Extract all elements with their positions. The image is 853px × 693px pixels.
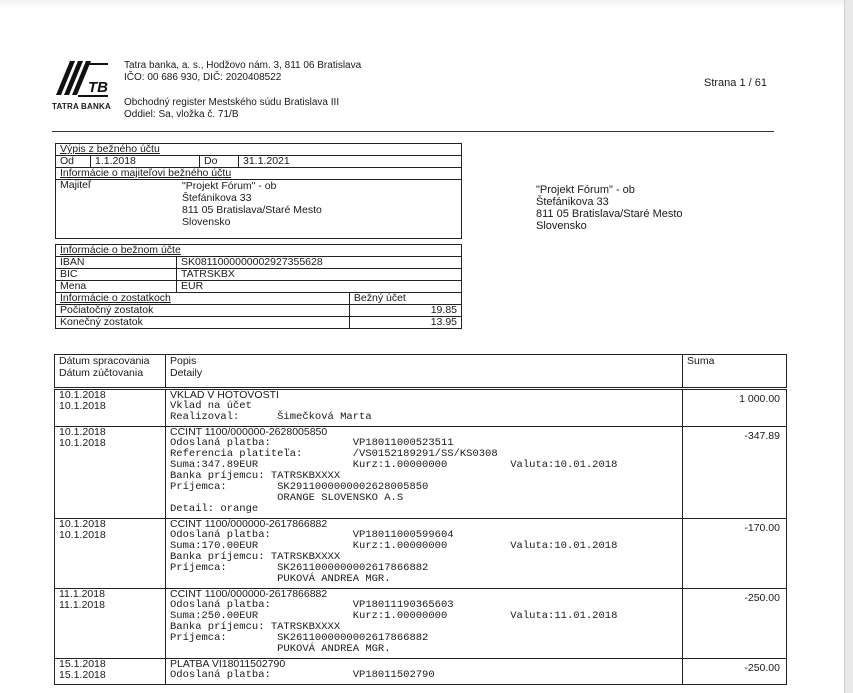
transaction-detail-line: Odoslaná platba: VP18011190365603 — [170, 599, 454, 611]
transaction-title: VKLAD V HOTOVOSTI — [170, 389, 279, 401]
to-value: 31.1.2021 — [239, 156, 462, 168]
transaction-row — [55, 589, 787, 659]
address-line: Slovensko — [536, 220, 587, 232]
transaction-detail-line: PUKOVÁ ANDREA MGR. — [170, 643, 391, 655]
bank-address: Tatra banka, a. s., Hodžovo nám. 3, 811 06 Bratislava — [124, 60, 362, 71]
owner-line: Slovensko — [182, 216, 231, 228]
page-edge — [844, 0, 853, 693]
settlement-date: 10.1.2018 — [59, 437, 106, 449]
col-details: Detaily — [170, 367, 203, 379]
transactions-body — [54, 389, 787, 693]
transaction-detail-line: Príjemca: SK2911000000002628005850 — [170, 481, 429, 493]
owner-label: Majiteľ — [60, 179, 92, 191]
opening-balance-label: Počiatočný zostatok — [56, 305, 350, 317]
transaction-detail-line: Odoslaná platba: VP18011000599604 — [170, 529, 454, 541]
statement-title: Výpis z bežného účtu — [56, 144, 462, 156]
page-number: Strana 1 / 61 — [704, 77, 767, 89]
processing-date: 10.1.2018 — [59, 518, 106, 530]
settlement-date: 15.1.2018 — [59, 669, 106, 681]
owner-line: "Projekt Fórum" - ob — [182, 180, 277, 192]
page-top-shadow — [0, 0, 853, 8]
col-processing-date: Dátum spracovania — [59, 355, 150, 367]
transaction-detail-line: ORANGE SLOVENSKO A.S — [170, 492, 404, 504]
mailing-address — [536, 184, 683, 232]
bank-section: Oddiel: Sa, vložka č. 71/B — [124, 109, 239, 120]
bic-value: TATRSKBX — [177, 269, 462, 281]
from-value: 1.1.2018 — [91, 156, 200, 168]
iban-label: IBAN — [56, 257, 177, 269]
account-info-table — [55, 244, 462, 329]
logo-mark: TB — [88, 79, 108, 96]
transaction-detail-line: Banka príjemcu: TATRSKBXXXX — [170, 621, 341, 633]
settlement-date: 10.1.2018 — [59, 529, 106, 541]
transaction-detail-line: Realizoval: Šimečková Marta — [170, 411, 372, 423]
transaction-detail-line: Suma:250.00EUR Kurz:1.00000000 Valuta:11.01.2018 — [170, 610, 618, 622]
owner-line: 811 05 Bratislava/Staré Mesto — [182, 204, 322, 216]
account-section-title: Informácie o bežnom účte — [56, 245, 462, 257]
bank-register: Obchodný register Mestského súdu Bratislava III — [124, 97, 340, 108]
transaction-row — [55, 427, 787, 519]
owner-row — [56, 180, 462, 239]
transaction-detail-line: Referencia platiteľa: /VS0152189291/SS/KS0308 — [170, 448, 498, 460]
address-line: 811 05 Bratislava/Staré Mesto — [536, 208, 683, 220]
transaction-detail-line: Odoslaná platba: VP18011000523511 — [170, 437, 454, 449]
transaction-amount: -250.00 — [683, 659, 787, 685]
transaction-detail-line: Banka príjemcu: TATRSKBXXXX — [170, 551, 341, 563]
currency-label: Mena — [56, 281, 177, 293]
owner-line: Štefánikova 33 — [182, 192, 252, 204]
from-label: Od — [56, 156, 91, 168]
transaction-row — [55, 659, 787, 685]
col-settlement-date: Dátum zúčtovania — [59, 367, 144, 379]
transaction-amount: -250.00 — [683, 589, 787, 659]
processing-date: 10.1.2018 — [59, 426, 106, 438]
bank-ids: IČO: 00 686 930, DIČ: 2020408522 — [124, 72, 282, 83]
transaction-detail-line: Vklad na účet — [170, 400, 252, 412]
balance-column-header: Bežný účet — [349, 293, 461, 305]
transaction-detail-line: Suma:347.89EUR Kurz:1.00000000 Valuta:10.01.2018 — [170, 459, 618, 471]
iban-value: SK0811000000002927355628 — [177, 257, 462, 269]
transaction-detail-line: PUKOVÁ ANDREA MGR. — [170, 573, 391, 585]
col-description: Popis — [170, 355, 197, 367]
transactions-table — [54, 354, 787, 388]
settlement-date: 11.1.2018 — [59, 599, 105, 611]
transaction-detail-line: Suma:170.00EUR Kurz:1.00000000 Valuta:10.01.2018 — [170, 540, 618, 552]
transactions-rows — [54, 389, 787, 685]
transaction-row — [55, 390, 787, 427]
address-line: Štefánikova 33 — [536, 196, 609, 208]
closing-balance-label: Konečný zostatok — [56, 317, 350, 329]
transaction-detail-line: Banka príjemcu: TATRSKBXXXX — [170, 470, 341, 482]
transaction-title: CCINT 1100/000000-2617866882 — [170, 588, 328, 600]
processing-date: 10.1.2018 — [59, 389, 106, 401]
owner-section-title: Informácie o majiteľovi bežného účtu — [56, 168, 462, 180]
currency-value: EUR — [177, 281, 462, 293]
statement-info-table — [55, 143, 462, 239]
transaction-title: CCINT 1100/000000-2628005850 — [170, 426, 328, 438]
processing-date: 11.1.2018 — [59, 588, 105, 600]
transaction-detail-line: Odoslaná platba: VP18011502790 — [170, 669, 435, 681]
col-amount: Suma — [687, 355, 715, 367]
closing-balance-value: 13.95 — [349, 317, 461, 329]
transaction-detail-line: Detail: orange — [170, 503, 259, 515]
owner-address — [182, 180, 322, 228]
transaction-amount: 1 000.00 — [683, 390, 787, 427]
bic-label: BIC — [56, 269, 177, 281]
transaction-title: PLATBA VI18011502790 — [170, 658, 286, 670]
header-divider — [52, 131, 774, 132]
logo-name: TATRA BANKA — [52, 102, 111, 111]
transactions-header — [55, 355, 787, 388]
transaction-detail-line: Príjemca: SK2611000000002617866882 — [170, 562, 429, 574]
processing-date: 15.1.2018 — [59, 658, 106, 670]
transaction-row — [55, 519, 787, 589]
transaction-amount: -347.89 — [683, 427, 787, 519]
to-label: Do — [200, 156, 239, 168]
balance-section-title: Informácie o zostatkoch — [56, 293, 350, 305]
opening-balance-value: 19.85 — [349, 305, 461, 317]
transaction-amount: -170.00 — [683, 519, 787, 589]
address-line: "Projekt Fórum" - ob — [536, 184, 635, 196]
transaction-detail-line: Príjemca: SK2611000000002617866882 — [170, 632, 429, 644]
settlement-date: 10.1.2018 — [59, 400, 106, 412]
transaction-title: CCINT 1100/000000-2617866882 — [170, 518, 328, 530]
